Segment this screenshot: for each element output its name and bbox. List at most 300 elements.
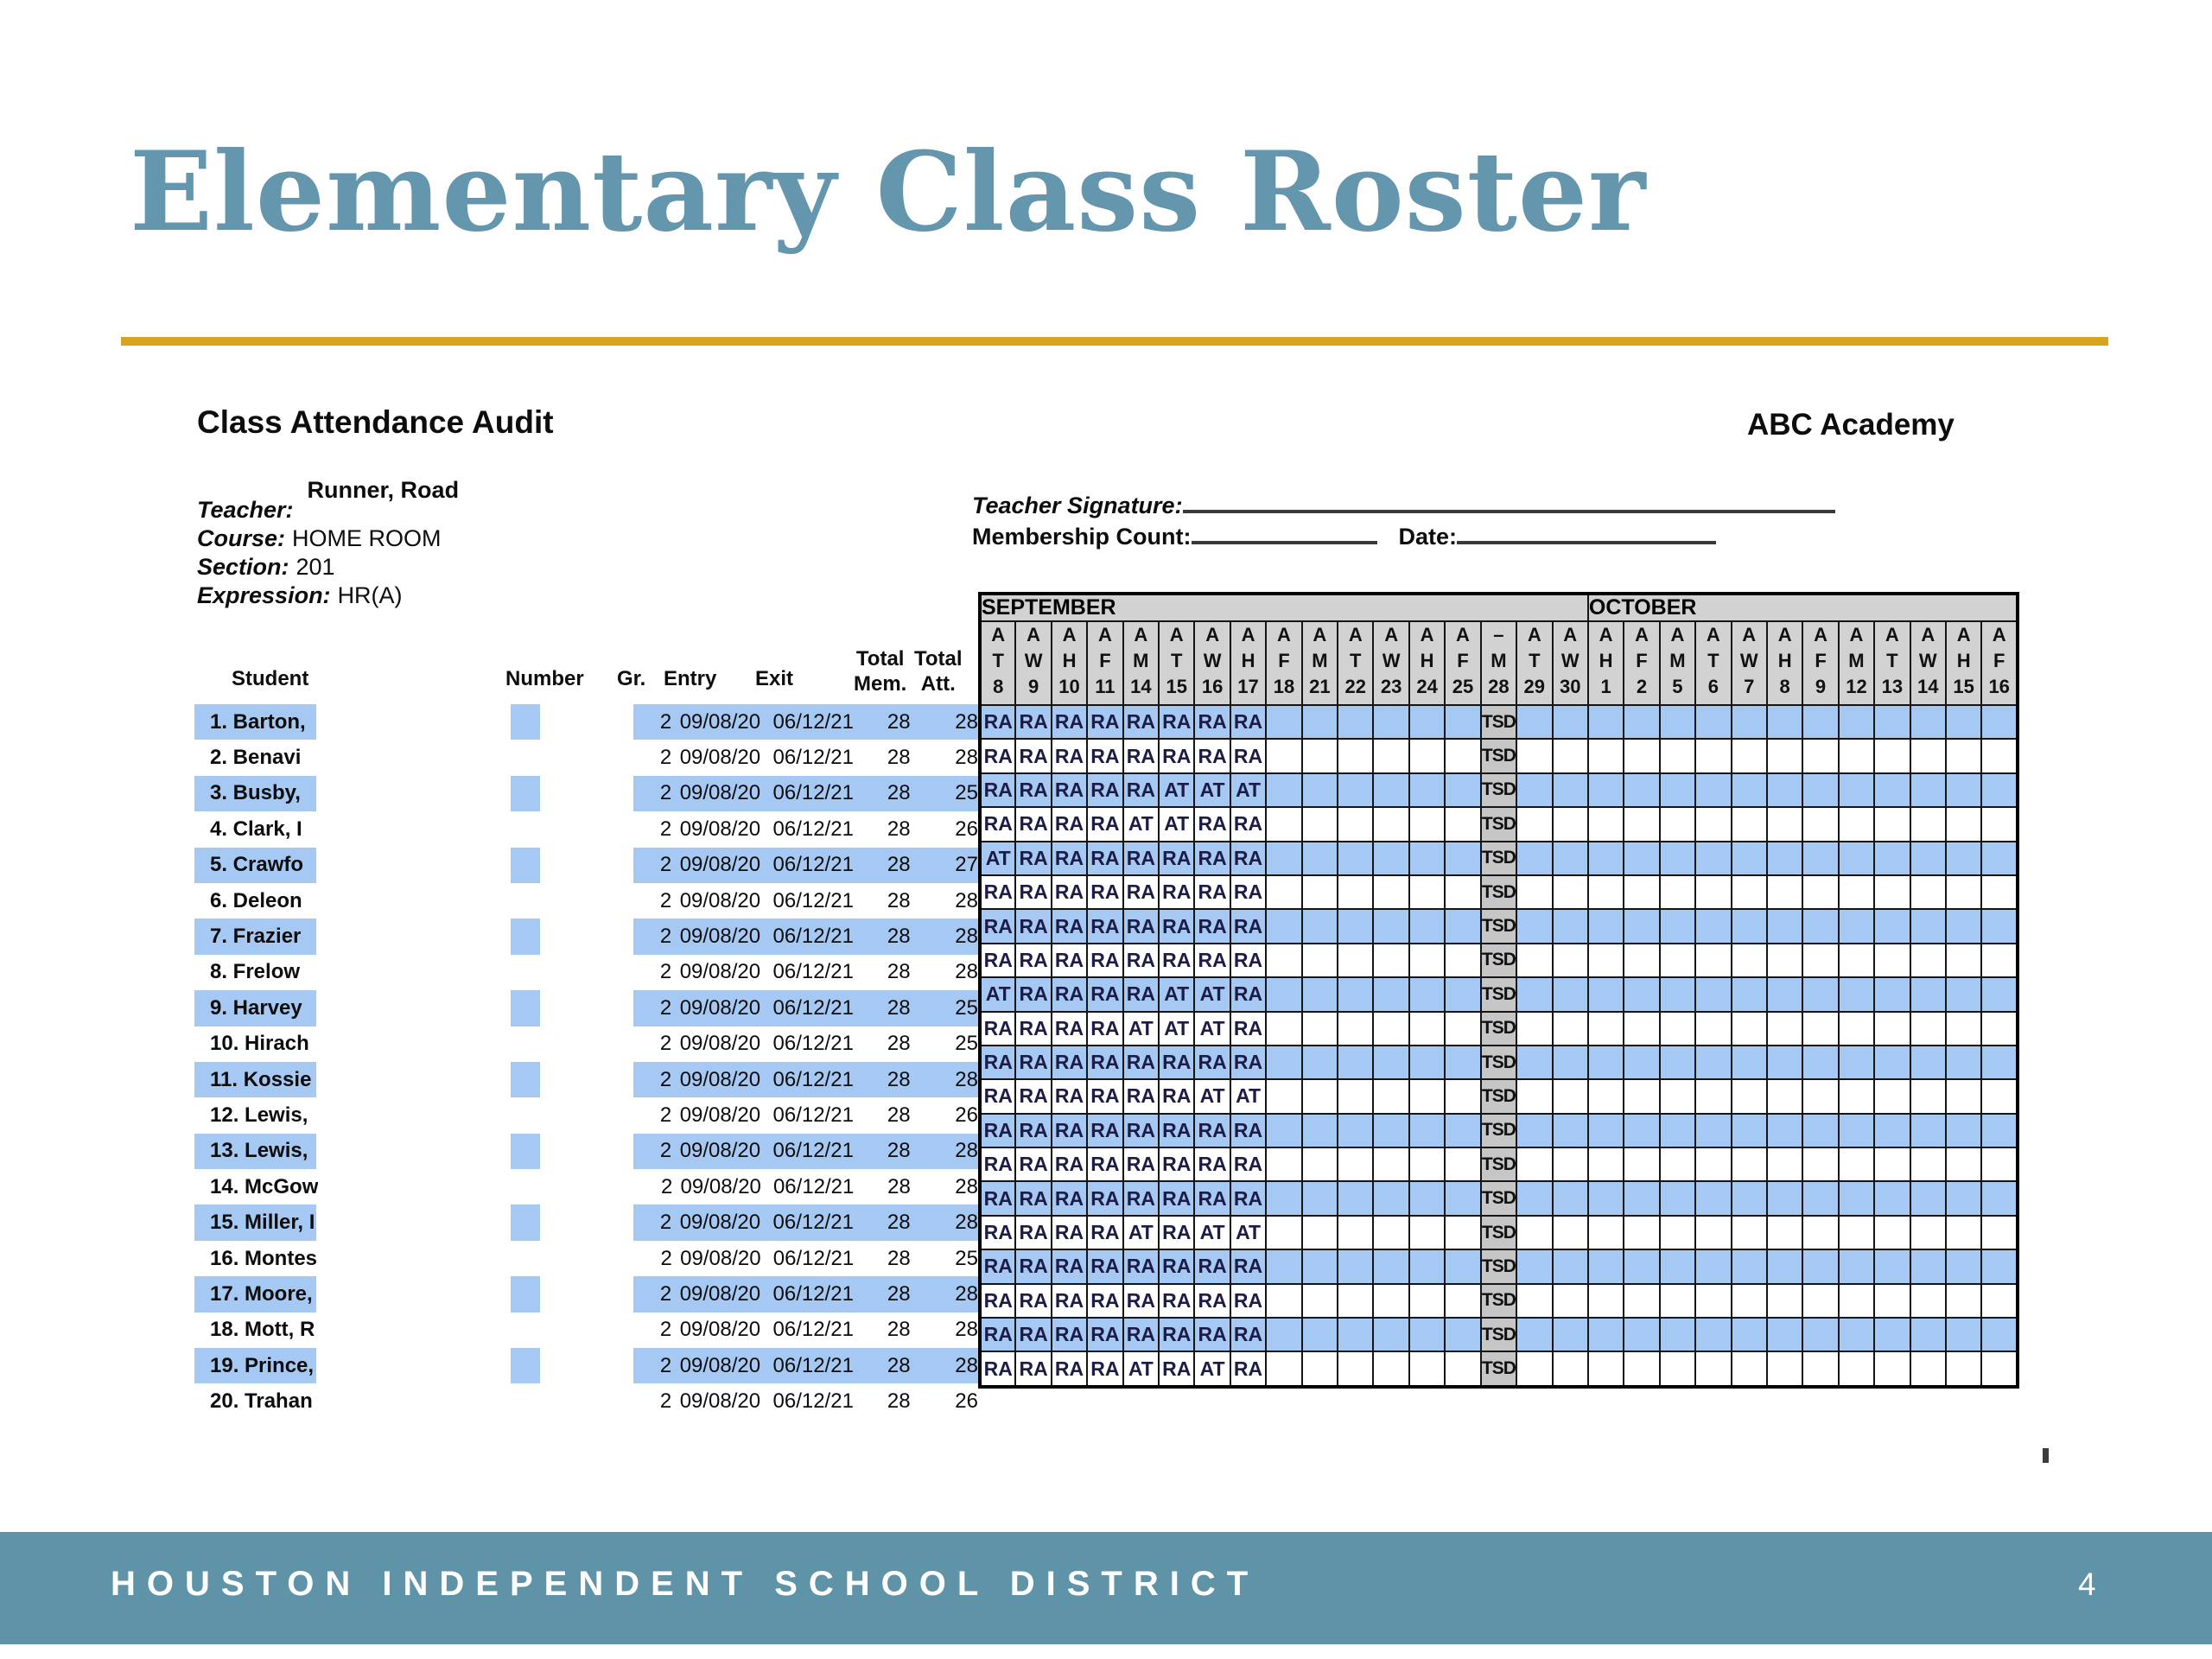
day-header-cell — [1981, 621, 2018, 705]
number-redaction-gap — [511, 776, 540, 811]
attendance-cell — [1624, 944, 1659, 977]
attendance-cell — [1373, 875, 1408, 909]
attendance-cell — [1445, 1114, 1480, 1147]
attendance-cell: RA — [980, 807, 1015, 841]
day-of-week: M — [1491, 650, 1507, 671]
number-redaction-gap — [511, 704, 540, 740]
attendance-cell — [1266, 705, 1301, 739]
attendance-cell: RA — [1230, 1318, 1266, 1351]
attendance-cell — [1409, 739, 1445, 772]
attendance-cell — [1373, 1079, 1408, 1113]
student-row — [194, 704, 978, 740]
attendance-cell: RA — [1230, 1147, 1266, 1181]
attendance-cell — [1981, 1216, 2018, 1249]
attendance-cell — [1338, 1046, 1373, 1079]
attendance-cell: RA — [1194, 739, 1230, 772]
attendance-cell — [1553, 1079, 1588, 1113]
attendance-cell — [1981, 1012, 2018, 1046]
day-number: 11 — [1095, 676, 1116, 697]
attendance-cell: RA — [1230, 1181, 1266, 1215]
class-info-block — [197, 477, 460, 611]
attendance-cell — [1445, 773, 1480, 807]
attendance-cell — [1409, 1351, 1445, 1386]
attendance-cell — [1910, 1114, 1946, 1147]
attendance-cell — [1839, 1351, 1874, 1386]
attendance-cell: TSD — [1481, 977, 1516, 1011]
attendance-cell — [1588, 1181, 1624, 1215]
attendance-cell — [1910, 875, 1946, 909]
attendance-cell — [1660, 1284, 1695, 1318]
attendance-cell — [1695, 1216, 1731, 1249]
student-name: 8. Frelow — [210, 960, 301, 984]
attendance-cell — [1695, 807, 1731, 841]
attendance-cell — [1373, 739, 1408, 772]
day-number: 5 — [1672, 676, 1683, 697]
teacher-line — [197, 477, 460, 525]
attendance-cell: RA — [1087, 842, 1122, 875]
attendance-cell — [1946, 705, 1981, 739]
day-of-week: F — [1278, 650, 1290, 671]
student-name: 5. Crawfo — [210, 853, 304, 877]
number-redaction-box — [540, 1313, 633, 1348]
attendance-cell — [1516, 1284, 1552, 1318]
attendance-cell: RA — [1015, 1216, 1051, 1249]
name-redaction-box — [317, 1241, 512, 1276]
student-name: 11. Kossie — [210, 1067, 312, 1091]
attendance-cell — [1516, 1351, 1552, 1386]
attendance-cell — [1802, 807, 1838, 841]
attendance-cell — [1839, 909, 1874, 943]
day-of-week: W — [1739, 650, 1758, 671]
attendance-cell — [1660, 1216, 1695, 1249]
attendance-cell — [1409, 1012, 1445, 1046]
day-number: 16 — [1201, 676, 1224, 697]
attendance-cell: RA — [1159, 875, 1194, 909]
attendance-cell — [1624, 1181, 1659, 1215]
attendance-cell — [1802, 739, 1838, 772]
attendance-cell — [1910, 1351, 1946, 1386]
attendance-cell — [1302, 1249, 1338, 1283]
day-header-cell — [1445, 621, 1480, 705]
attendance-cell — [1839, 739, 1874, 772]
section-value: 201 — [296, 554, 335, 580]
attendance-cell: RA — [1230, 944, 1266, 977]
attendance-cell: RA — [980, 1046, 1015, 1079]
attendance-cell — [1802, 1012, 1838, 1046]
total-membership: 28 — [887, 1067, 911, 1091]
student-row — [194, 955, 978, 990]
attendance-cell: TSD — [1481, 1079, 1516, 1113]
attendance-cell — [1802, 875, 1838, 909]
expression-label: Expression: — [197, 582, 331, 608]
attendance-cell — [1516, 977, 1552, 1011]
attendance-cell — [1588, 1318, 1624, 1351]
attendance-cell: RA — [1087, 977, 1122, 1011]
attendance-cell — [1266, 773, 1301, 807]
number-redaction-gap — [511, 1062, 540, 1097]
attendance-cell — [1910, 739, 1946, 772]
attendance-cell — [1767, 807, 1802, 841]
attendance-cell: RA — [1015, 705, 1051, 739]
attendance-cell: TSD — [1481, 909, 1516, 943]
attendance-cell — [1695, 944, 1731, 977]
attendance-cell: TSD — [1481, 1284, 1516, 1318]
attendance-cell — [1910, 1046, 1946, 1079]
attendance-cell — [1516, 773, 1552, 807]
attendance-cell: RA — [1159, 1318, 1194, 1351]
attendance-cell — [1802, 1181, 1838, 1215]
total-membership: 28 — [887, 1211, 911, 1235]
attendance-cell: TSD — [1481, 773, 1516, 807]
number-redaction-gap — [512, 1169, 542, 1205]
entry-date: 09/08/20 — [680, 1174, 761, 1198]
attendance-cell — [1839, 1046, 1874, 1079]
total-attendance: 25 — [955, 995, 978, 1020]
total-membership: 28 — [887, 1389, 911, 1414]
entry-date: 09/08/20 — [679, 781, 761, 805]
total-membership: 28 — [887, 746, 911, 770]
attendance-cell: RA — [1015, 1012, 1051, 1046]
attendance-cell — [1338, 1216, 1373, 1249]
attendance-cell — [1266, 807, 1301, 841]
attendance-cell: RA — [1194, 807, 1230, 841]
attendance-cell: RA — [1087, 773, 1122, 807]
attendance-cell — [1695, 909, 1731, 943]
attendance-cell: RA — [980, 875, 1015, 909]
attendance-cell — [1445, 944, 1480, 977]
attendance-cell — [1767, 875, 1802, 909]
attendance-table — [978, 592, 2019, 1389]
attendance-cell — [1588, 773, 1624, 807]
day-header-cell — [1338, 621, 1373, 705]
attendance-cell: RA — [980, 909, 1015, 943]
attendance-cell — [1445, 909, 1480, 943]
attendance-cell — [1516, 739, 1552, 772]
day-number: 15 — [1953, 676, 1974, 697]
day-header-cell — [1624, 621, 1659, 705]
attendance-cell: RA — [1230, 1284, 1266, 1318]
student-row — [194, 1205, 978, 1240]
attendance-cell: TSD — [1481, 1351, 1516, 1386]
total-membership: 28 — [887, 1318, 911, 1342]
attendance-cell — [1732, 1318, 1767, 1351]
total-attendance: 28 — [955, 1211, 978, 1235]
attendance-cell — [1302, 1046, 1338, 1079]
attendance-cell — [1338, 1079, 1373, 1113]
attendance-cell — [1767, 739, 1802, 772]
attendance-row — [980, 1147, 2018, 1181]
exit-date: 06/12/21 — [772, 817, 854, 841]
course-label: Course: — [197, 525, 286, 551]
attendance-cell — [1946, 842, 1981, 875]
attendance-cell: RA — [1087, 705, 1122, 739]
attendance-cell — [1445, 842, 1480, 875]
attendance-cell: RA — [1087, 944, 1122, 977]
day-number: 23 — [1380, 676, 1402, 697]
day-of-week: M — [1669, 650, 1686, 671]
student-row — [194, 883, 978, 918]
day-header-cell — [1409, 621, 1445, 705]
day-number: 14 — [1917, 676, 1939, 697]
attendance-cell — [1802, 1351, 1838, 1386]
number-redaction-box — [540, 776, 633, 811]
attendance-cell — [1946, 875, 1981, 909]
exit-column-header: Exit — [755, 667, 794, 690]
student-name: 18. Mott, R — [210, 1318, 315, 1342]
day-of-week: T — [1707, 650, 1719, 671]
grade-value: 2 — [659, 888, 672, 912]
exit-date: 06/12/21 — [772, 1067, 854, 1091]
attendance-cell — [1981, 807, 2018, 841]
attendance-cell — [1660, 739, 1695, 772]
attendance-cell: RA — [1052, 1046, 1087, 1079]
attendance-cell — [1767, 1012, 1802, 1046]
student-name: 4. Clark, I — [210, 817, 302, 841]
attendance-cell: RA — [1015, 909, 1051, 943]
day-number: 6 — [1707, 676, 1719, 697]
attendance-cell: RA — [1015, 875, 1051, 909]
attendance-cell — [1981, 1046, 2018, 1079]
attendance-cell — [1695, 1046, 1731, 1079]
number-redaction-gap — [511, 1205, 540, 1240]
attendance-cell — [1767, 1079, 1802, 1113]
attendance-cell — [1946, 739, 1981, 772]
attendance-cell: RA — [980, 1318, 1015, 1351]
attendance-cell — [1981, 977, 2018, 1011]
attendance-cell — [1767, 1147, 1802, 1181]
attendance-cell — [1302, 1284, 1338, 1318]
number-redaction-box — [540, 704, 633, 740]
total-attendance: 26 — [955, 1389, 978, 1414]
attendance-cell: RA — [1015, 1318, 1051, 1351]
attendance-flag: A — [1348, 624, 1363, 645]
attendance-cell — [1302, 807, 1338, 841]
attendance-cell — [1802, 909, 1838, 943]
entry-date: 09/08/20 — [679, 853, 761, 877]
day-of-week: F — [1457, 650, 1469, 671]
total-att-line1: Total — [914, 647, 963, 671]
course-line — [197, 525, 459, 554]
attendance-cell — [1445, 1351, 1480, 1386]
name-redaction-box — [316, 1383, 511, 1419]
entry-date: 09/08/20 — [679, 746, 761, 770]
attendance-cell: RA — [1159, 909, 1194, 943]
attendance-cell — [1373, 807, 1408, 841]
number-redaction-gap — [511, 740, 540, 775]
attendance-cell: RA — [1123, 909, 1159, 943]
attendance-cell — [1910, 1318, 1946, 1351]
exit-date: 06/12/21 — [772, 1211, 854, 1235]
attendance-cell — [1946, 807, 1981, 841]
student-name: 14. McGow — [210, 1174, 319, 1198]
attendance-cell — [1767, 1318, 1802, 1351]
attendance-cell — [1874, 875, 1910, 909]
day-number: 16 — [1988, 676, 2010, 697]
attendance-row — [980, 1114, 2018, 1147]
attendance-cell — [1516, 1249, 1552, 1283]
day-header-cell — [1732, 621, 1767, 705]
attendance-flag: A — [1956, 624, 1971, 645]
attendance-cell — [1802, 1216, 1838, 1249]
number-redaction-box — [540, 811, 633, 847]
attendance-cell: RA — [1194, 1046, 1230, 1079]
attendance-cell — [1946, 944, 1981, 977]
attendance-cell — [1516, 944, 1552, 977]
grade-value: 2 — [659, 925, 672, 949]
total-membership: 28 — [887, 1032, 911, 1056]
attendance-cell: RA — [1015, 1147, 1051, 1181]
attendance-cell: AT — [1230, 1216, 1266, 1249]
attendance-cell: RA — [1015, 1249, 1051, 1283]
name-redaction-box — [316, 955, 511, 990]
name-redaction-box — [318, 1169, 512, 1205]
attendance-cell — [1946, 1147, 1981, 1181]
attendance-cell — [1767, 842, 1802, 875]
attendance-cell — [1695, 1284, 1731, 1318]
attendance-cell: RA — [1087, 1351, 1122, 1386]
total-attendance: 28 — [955, 1353, 978, 1377]
student-row — [194, 1241, 978, 1276]
day-of-week: T — [1529, 650, 1541, 671]
student-name: 13. Lewis, — [210, 1139, 308, 1163]
stray-mark — [2043, 1448, 2049, 1463]
grade-value: 2 — [659, 1032, 672, 1056]
total-attendance: 25 — [955, 781, 978, 805]
attendance-cell: RA — [1087, 875, 1122, 909]
month-header-cell: SEPTEMBER — [980, 594, 1588, 621]
attendance-cell — [1802, 842, 1838, 875]
attendance-cell — [1302, 1012, 1338, 1046]
attendance-cell: RA — [1052, 842, 1087, 875]
student-row — [194, 740, 978, 775]
attendance-cell — [1373, 773, 1408, 807]
attendance-cell — [1981, 1147, 2018, 1181]
attendance-cell — [1302, 909, 1338, 943]
total-mem-line2: Mem. — [854, 672, 907, 696]
attendance-cell — [1732, 875, 1767, 909]
total-attendance: 25 — [955, 1032, 978, 1056]
entry-date: 09/08/20 — [679, 709, 761, 734]
attendance-cell — [1588, 909, 1624, 943]
teacher-value: Runner, Road — [307, 477, 460, 503]
day-header-cell — [1052, 621, 1087, 705]
attendance-cell — [1373, 1284, 1408, 1318]
attendance-cell — [1338, 1249, 1373, 1283]
attendance-cell — [1516, 1216, 1552, 1249]
attendance-cell — [1839, 842, 1874, 875]
attendance-cell — [1910, 1284, 1946, 1318]
student-row — [194, 811, 978, 847]
total-attendance: 28 — [955, 1139, 978, 1163]
student-row — [194, 1062, 978, 1097]
attendance-cell — [1409, 842, 1445, 875]
day-of-week: W — [1203, 650, 1222, 671]
day-number: 29 — [1523, 676, 1546, 697]
exit-date: 06/12/21 — [772, 746, 854, 770]
attendance-cell: RA — [1159, 842, 1194, 875]
attendance-cell: RA — [1159, 1079, 1194, 1113]
teacher-label: Teacher: — [197, 497, 294, 523]
attendance-cell — [1516, 1181, 1552, 1215]
attendance-cell — [1767, 944, 1802, 977]
attendance-cell — [1839, 773, 1874, 807]
attendance-cell: RA — [1015, 977, 1051, 1011]
attendance-cell — [1409, 977, 1445, 1011]
attendance-cell — [1946, 1318, 1981, 1351]
entry-date: 09/08/20 — [679, 817, 761, 841]
number-redaction-gap — [511, 1383, 540, 1419]
attendance-row — [980, 875, 2018, 909]
attendance-cell: RA — [1194, 842, 1230, 875]
attendance-cell: RA — [1194, 1114, 1230, 1147]
attendance-cell: RA — [1194, 1147, 1230, 1181]
attendance-cell — [1409, 705, 1445, 739]
attendance-cell — [1981, 739, 2018, 772]
attendance-row — [980, 1249, 2018, 1283]
attendance-cell — [1732, 1249, 1767, 1283]
attendance-cell — [1266, 1351, 1301, 1386]
attendance-cell — [1516, 1012, 1552, 1046]
gold-divider — [121, 337, 2108, 346]
total-membership: 28 — [887, 1103, 911, 1127]
day-header-cell — [1874, 621, 1910, 705]
number-redaction-box — [540, 1383, 633, 1419]
attendance-cell — [1553, 909, 1588, 943]
attendance-cell: RA — [1087, 1114, 1122, 1147]
attendance-cell: RA — [1015, 944, 1051, 977]
day-of-week: W — [1918, 650, 1937, 671]
attendance-cell — [1660, 944, 1695, 977]
attendance-cell: RA — [1052, 1147, 1087, 1181]
attendance-cell — [1732, 1216, 1767, 1249]
attendance-cell: RA — [1087, 1012, 1122, 1046]
attendance-cell — [1588, 739, 1624, 772]
student-row — [194, 1383, 978, 1419]
attendance-cell — [1624, 773, 1659, 807]
attendance-cell: TSD — [1481, 875, 1516, 909]
total-attendance: 28 — [955, 709, 978, 734]
attendance-flag: A — [1992, 624, 2006, 645]
attendance-row — [980, 1351, 2018, 1386]
attendance-cell: RA — [1159, 1351, 1194, 1386]
attendance-cell — [1409, 1114, 1445, 1147]
total-membership: 28 — [887, 1353, 911, 1377]
attendance-row — [980, 1046, 2018, 1079]
attendance-cell — [1266, 1114, 1301, 1147]
total-membership: 28 — [887, 709, 911, 734]
attendance-flag: A — [1814, 624, 1827, 645]
attendance-cell — [1660, 1318, 1695, 1351]
exit-date: 06/12/21 — [772, 1389, 854, 1414]
grade-value: 2 — [659, 1139, 672, 1163]
attendance-row — [980, 1284, 2018, 1318]
day-number: 24 — [1416, 676, 1438, 697]
attendance-flag: A — [1563, 624, 1578, 645]
attendance-cell — [1373, 1114, 1408, 1147]
attendance-cell — [1409, 909, 1445, 943]
attendance-cell — [1839, 1012, 1874, 1046]
attendance-cell — [1946, 977, 1981, 1011]
attendance-cell: RA — [1052, 1181, 1087, 1215]
attendance-cell: RA — [1230, 1249, 1266, 1283]
attendance-cell — [1338, 875, 1373, 909]
attendance-cell: RA — [1194, 1284, 1230, 1318]
attendance-cell — [1910, 807, 1946, 841]
attendance-cell: RA — [1159, 1284, 1194, 1318]
day-header-cell — [1910, 621, 1946, 705]
attendance-cell — [1553, 773, 1588, 807]
attendance-cell — [1266, 1147, 1301, 1181]
